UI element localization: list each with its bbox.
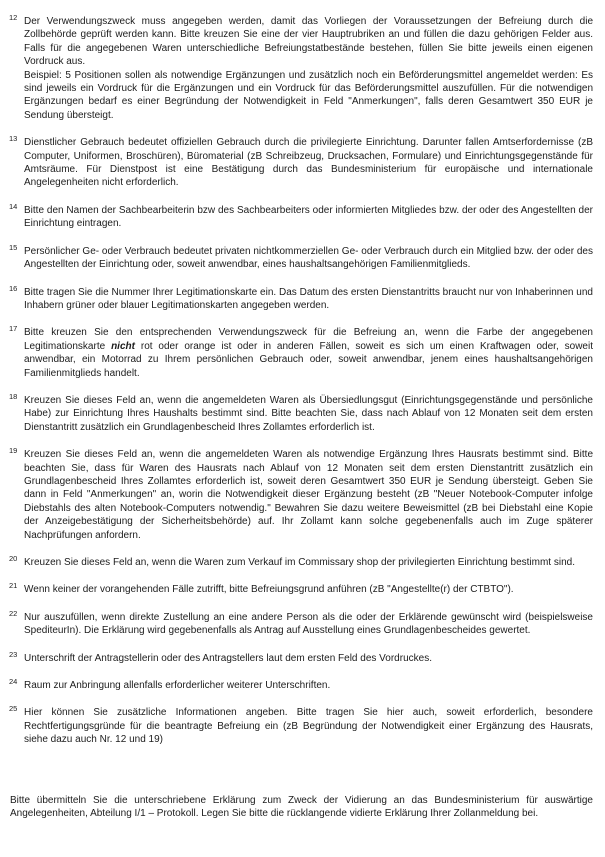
footnote-17 xyxy=(8,326,593,380)
footnote-21 xyxy=(8,583,593,596)
closing-paragraph: Bitte übermitteln Sie die unterschriebene Erklärung zum Zweck der Vidierung an das Bundesministerium für auswärtige Angelegenheiten, Abteilung I/1 – Protokoll. Legen Sie bitte die rücklangende vidierte Erklärung Ihrer Zollanmeldung bei. xyxy=(10,794,593,820)
footnote-20 xyxy=(8,556,593,569)
footnote-number: 21 xyxy=(9,581,18,591)
footnote-16 xyxy=(8,283,593,313)
footnote-text: Wenn keiner der vorangehenden Fälle zutrifft, bitte Befreiungsgrund anführen (zB "Angestellte(r) der CTBTO"). xyxy=(24,584,514,596)
footnote-13 xyxy=(8,136,593,190)
footnote-text: Persönlicher Ge- oder Verbrauch bedeutet privaten nichtkommerziellen Ge- oder Verbrauch durch ein Mitglied bzw. der oder des Angestellten der Einrichtung oder, soweit anwendbar, eines haushaltsangehörigen Familienmitglieds. xyxy=(24,245,593,271)
footnote-text: Nur auszufüllen, wenn direkte Zustellung an eine andere Person als die oder der Erklärende gewünscht wird (beispielsweise SpediteurIn). Die Erklärung wird gegebenenfalls als Antrag auf Ausstellung eines Grundlagenbescheides gewertet. xyxy=(24,611,593,637)
footnote-text: Bitte kreuzen Sie den entsprechenden Verwendungszweck für die Befreiung an, wenn die Farbe der angegebenen Legitimationskarte nicht rot oder orange ist oder in anderen Fällen, soweit es sich um einen Kraftwagen oder, soweit anwendbar, ein Motorrad zu Ihrem persönlichen Gebrauch oder, soweit anwendbar, jenem eines haushaltsangehörigen Familienmitglieds handelt. xyxy=(24,327,593,379)
footnote-18 xyxy=(8,391,593,434)
footnote-text: Bitte tragen Sie die Nummer Ihrer Legitimationskarte ein. Das Datum des ersten Dienstantritts braucht nur von Inhaberinnen und Inhabern grüner oder blauer Legitimationskarten angegeben werden. xyxy=(24,286,593,311)
footnote-23 xyxy=(8,649,593,665)
footnote-number: 12 xyxy=(9,13,18,22)
footnote-25 xyxy=(8,706,593,746)
footnote-number: 16 xyxy=(9,283,18,293)
footnote-number: 22 xyxy=(9,608,18,618)
footnote-12 xyxy=(8,15,593,122)
footnote-text: Kreuzen Sie dieses Feld an, wenn die angemeldeten Waren als Übersiedlungsgut (Einrichtungsgegenstände und persönliche Habe) zur Einrichtung Ihres Haushalts bestimmt sind. Bitte beachten Sie, dass nach Ablauf von 12 Monaten seit dem ersten Dienstantritt zusätzlich ein Grundlagenbescheid Ihres Zollamtes erforderlich ist. xyxy=(24,394,593,433)
footnote-number: 20 xyxy=(9,554,18,563)
footnote-text: Der Verwendungszweck muss angegeben werden, damit das Vorliegen der Voraussetzungen der Befreiung durch die Zollbehörde geprüft werden kann. Bitte kreuzen Sie eine der vier Hauptrubriken an und füllen die dazu gehörigen Felder aus. Falls für die angegebenen Waren unterschiedliche Befreiungstatbestände bestehen, füllen Sie bitte jeweils einen eigenen Vordruck aus. Beispiel: 5 Positionen sollen als notwendige Ergänzungen und zusätzlich noch ein Beförderungsmittel angemeldet werden: Es sind jeweils ein Vordruck für die Ergänzungen und ein Vordruck für das Beförderungsmittel auszufüllen. Für die notwendigen Ergänzungen bedarf es einer Begründung der Notwendigkeit in Feld "Anmerkungen", falls deren Gesamtwert 350 EUR je Sendung übersteigt. xyxy=(24,16,593,121)
footnote-text: Hier können Sie zusätzliche Informationen angeben. Bitte tragen Sie hier auch, soweit erforderlich, besondere Rechtfertigungsgründe für die beantragte Befreiung ein (zB Begründung der Notwendigkeit einer Ergänzung des Hausrats, siehe dazu auch Nr. 12 und 19) xyxy=(24,707,593,746)
footnote-number: 13 xyxy=(9,134,18,144)
footnote-19 xyxy=(8,448,593,542)
footnote-text: Raum zur Anbringung allenfalls erforderlicher weiterer Unterschriften. xyxy=(24,680,331,692)
footnote-number: 14 xyxy=(9,201,18,211)
footnote-22 xyxy=(8,608,593,638)
footnote-text: Kreuzen Sie dieses Feld an, wenn die Waren zum Verkauf im Commissary shop der privilegierten Einrichtung bestimmt sind. xyxy=(24,557,575,568)
footnote-text: Dienstlicher Gebrauch bedeutet offiziellen Gebrauch durch die privilegierte Einrichtung. Darunter fallen Amtserfordernisse (zB Computer, Uniformen, Broschüren), Büromaterial (zB Schreibzeug, Drucksachen, Formulare) und Einrichtungsgegenstände für Amtsräume. Für Dienstpost ist eine Bestätigung durch das Bundesministerium für europäische und internationale Angelegenheiten nicht erforderlich. xyxy=(24,137,593,189)
footnote-number: 25 xyxy=(9,704,18,714)
footnote-number: 15 xyxy=(9,242,18,252)
footnote-24 xyxy=(8,679,593,692)
footnote-number: 17 xyxy=(9,324,18,334)
footnote-text: Unterschrift der Antragstellerin oder des Antragstellers laut dem ersten Feld des Vordruckes. xyxy=(24,652,432,664)
footnote-number: 18 xyxy=(9,391,18,401)
footnote-number: 19 xyxy=(9,446,18,456)
footnote-number: 23 xyxy=(9,649,18,659)
footnote-number: 24 xyxy=(9,677,18,687)
footnote-15 xyxy=(8,242,593,272)
footnote-text: Kreuzen Sie dieses Feld an, wenn die angemeldeten Waren als notwendige Ergänzung Ihres Hausrats bestimmt sind. Bitte beachten Sie, dass für Waren des Hausrats nach Ablauf von 12 Monaten seit dem ersten Dienstantritt zusätzlich ein Grundlagenbescheid Ihres Zollamtes erforderlich ist, soweit deren Gesamtwert 350 EUR je Sendung übersteigt. Geben Sie dann in Feld "Anmerkungen" an, worin die Notwendigkeit dieser Ergänzung besteht (zB "Neuer Notebook-Computer infolge Diebstahls des alten Notebook-Computers notwendig." Bewahren Sie dazu weitere Beweismittel (zB bei Diebstahl eine Kopie der Anzeigebestätigung der Sicherheitsbehörde) auf. Ihr Zollamt kann solche gegebenenfalls auch im Zuge späterer Nachprüfungen anfordern. xyxy=(24,449,593,541)
footnote-14 xyxy=(8,201,593,231)
footnote-text: Bitte den Namen der Sachbearbeiterin bzw des Sachbearbeiters oder informierten Mitgliedes bzw. der oder des Angestellten der Einrichtung eintragen. xyxy=(24,204,593,230)
